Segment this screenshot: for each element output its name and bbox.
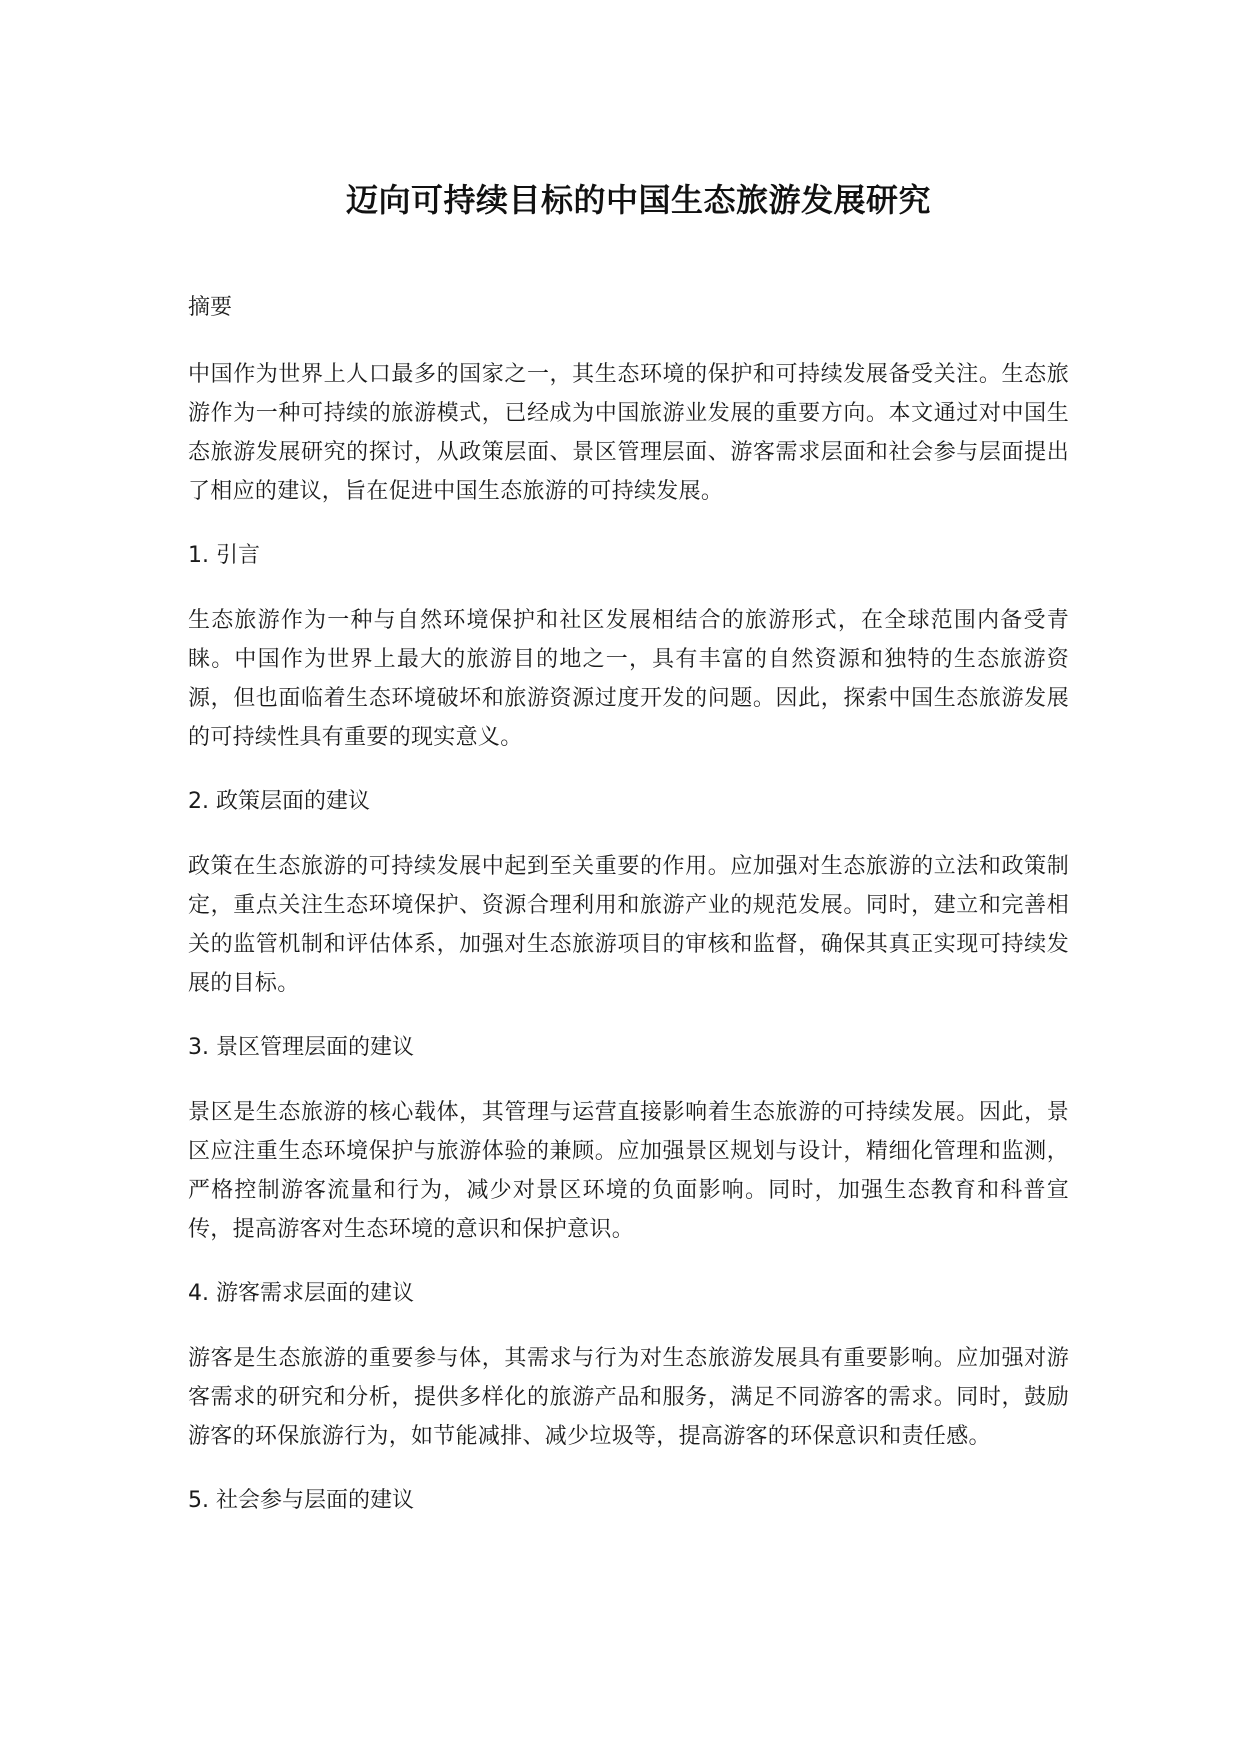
section-paragraph-scenic-management: 景区是生态旅游的核心载体，其管理与运营直接影响着生态旅游的可持续发展。因此，景区应注重生态环境保护与旅游体验的兼顾。应加强景区规划与设计，精细化管理和监测，严格控制游客流量和行为，减少对景区环境的负面影响。同时，加强生态教育和科普宣传，提高游客对生态环境的意识和保护意识。 (188, 1100, 1069, 1242)
section-heading-scenic-management: 3. 景区管理层面的建议 (188, 1035, 414, 1060)
abstract-label: 摘要 (188, 295, 233, 320)
section-heading-tourist-demand: 4. 游客需求层面的建议 (188, 1281, 414, 1306)
section-paragraph-tourist-demand: 游客是生态旅游的重要参与体，其需求与行为对生态旅游发展具有重要影响。应加强对游客需求的研究和分析，提供多样化的旅游产品和服务，满足不同游客的需求。同时，鼓励游客的环保旅游行为，如节能减排、减少垃圾等，提高游客的环保意识和责任感。 (188, 1346, 1069, 1449)
section-paragraph-policy: 政策在生态旅游的可持续发展中起到至关重要的作用。应加强对生态旅游的立法和政策制定，重点关注生态环境保护、资源合理利用和旅游产业的规范发展。同时，建立和完善相关的监管机制和评估体系，加强对生态旅游项目的审核和监督，确保其真正实现可持续发展的目标。 (188, 854, 1069, 996)
abstract-paragraph: 中国作为世界上人口最多的国家之一，其生态环境的保护和可持续发展备受关注。生态旅游作为一种可持续的旅游模式，已经成为中国旅游业发展的重要方向。本文通过对中国生态旅游发展研究的探讨，从政策层面、景区管理层面、游客需求层面和社会参与层面提出了相应的建议，旨在促进中国生态旅游的可持续发展。 (188, 362, 1069, 504)
section-paragraph-introduction: 生态旅游作为一种与自然环境保护和社区发展相结合的旅游形式，在全球范围内备受青睐。中国作为世界上最大的旅游目的地之一，具有丰富的自然资源和独特的生态旅游资源，但也面临着生态环境破坏和旅游资源过度开发的问题。因此，探索中国生态旅游发展的可持续性具有重要的现实意义。 (188, 608, 1069, 750)
section-heading-policy: 2. 政策层面的建议 (188, 789, 370, 814)
section-heading-introduction: 1. 引言 (188, 543, 260, 568)
section-heading-social-participation: 5. 社会参与层面的建议 (188, 1488, 414, 1513)
document-title: 迈向可持续目标的中国生态旅游发展研究 (345, 181, 931, 219)
